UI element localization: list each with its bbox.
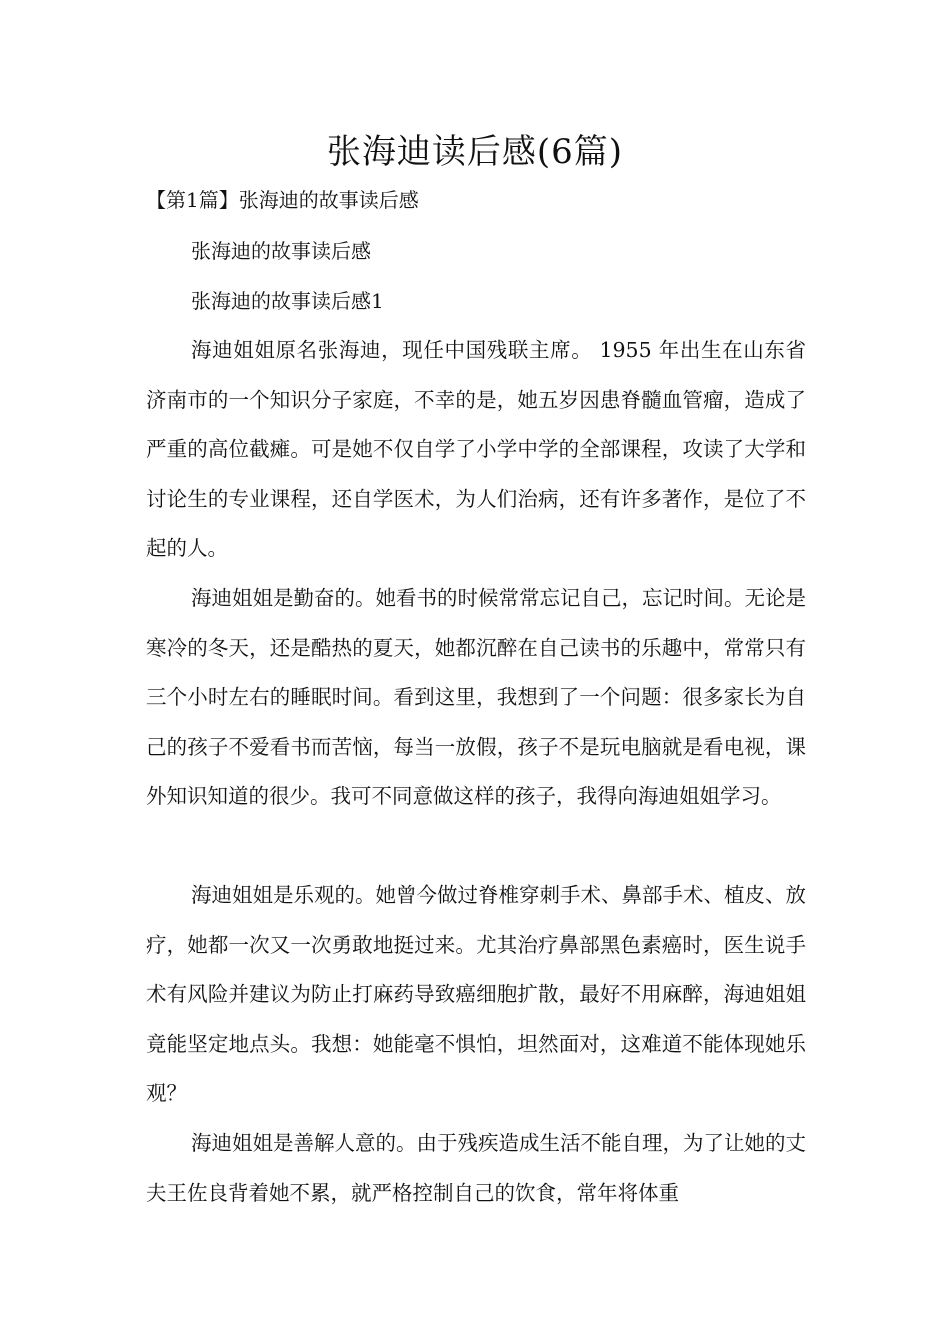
subheading: 张海迪的故事读后感 bbox=[191, 239, 371, 263]
body-paragraph: 海迪姐姐是善解人意的。由于残疾造成生活不能自理，为了让她的丈夫王佐良背着她不累，就严格控制自己的饮食，常年将体重 bbox=[146, 1131, 806, 1205]
subheading: 张海迪的故事读后感1 bbox=[191, 289, 384, 313]
body-paragraph: 海迪姐姐是勤奋的。她看书的时候常常忘记自己，忘记时间。无论是寒冷的冬天，还是酷热的夏天，她都沉醉在自己读书的乐趣中，常常只有三个小时左右的睡眠时间。看到这里，我想到了一个问题：很多家长为自己的孩子不爱看书而苦恼，每当一放假，孩子不是玩电脑就是看电视，课外知识知道的很少。我可不同意做这样的孩子，我得向海迪姐姐学习。 bbox=[146, 586, 806, 808]
section-heading: 【第1篇】张海迪的故事读后感 bbox=[146, 188, 419, 212]
document-title: 张海迪读后感(6篇) bbox=[326, 132, 624, 172]
body-paragraph: 海迪姐姐原名张海迪，现任中国残联主席。 1955 年出生在山东省济南市的一个知识分子家庭，不幸的是，她五岁因患脊髓血管瘤，造成了严重的高位截瘫。可是她不仅自学了小学中学的全部课程，攻读了大学和讨论生的专业课程，还自学医术，为人们治病，还有许多著作，是位了不起的人。 bbox=[146, 338, 806, 560]
body-paragraph: 海迪姐姐是乐观的。她曾今做过脊椎穿刺手术、鼻部手术、植皮、放疗，她都一次又一次勇敢地挺过来。尤其治疗鼻部黑色素癌时，医生说手术有风险并建议为防止打麻药导致癌细胞扩散，最好不用麻醉，海迪姐姐竟能坚定地点头。我想：她能毫不惧怕，坦然面对，这难道不能体现她乐观？ bbox=[146, 883, 806, 1105]
